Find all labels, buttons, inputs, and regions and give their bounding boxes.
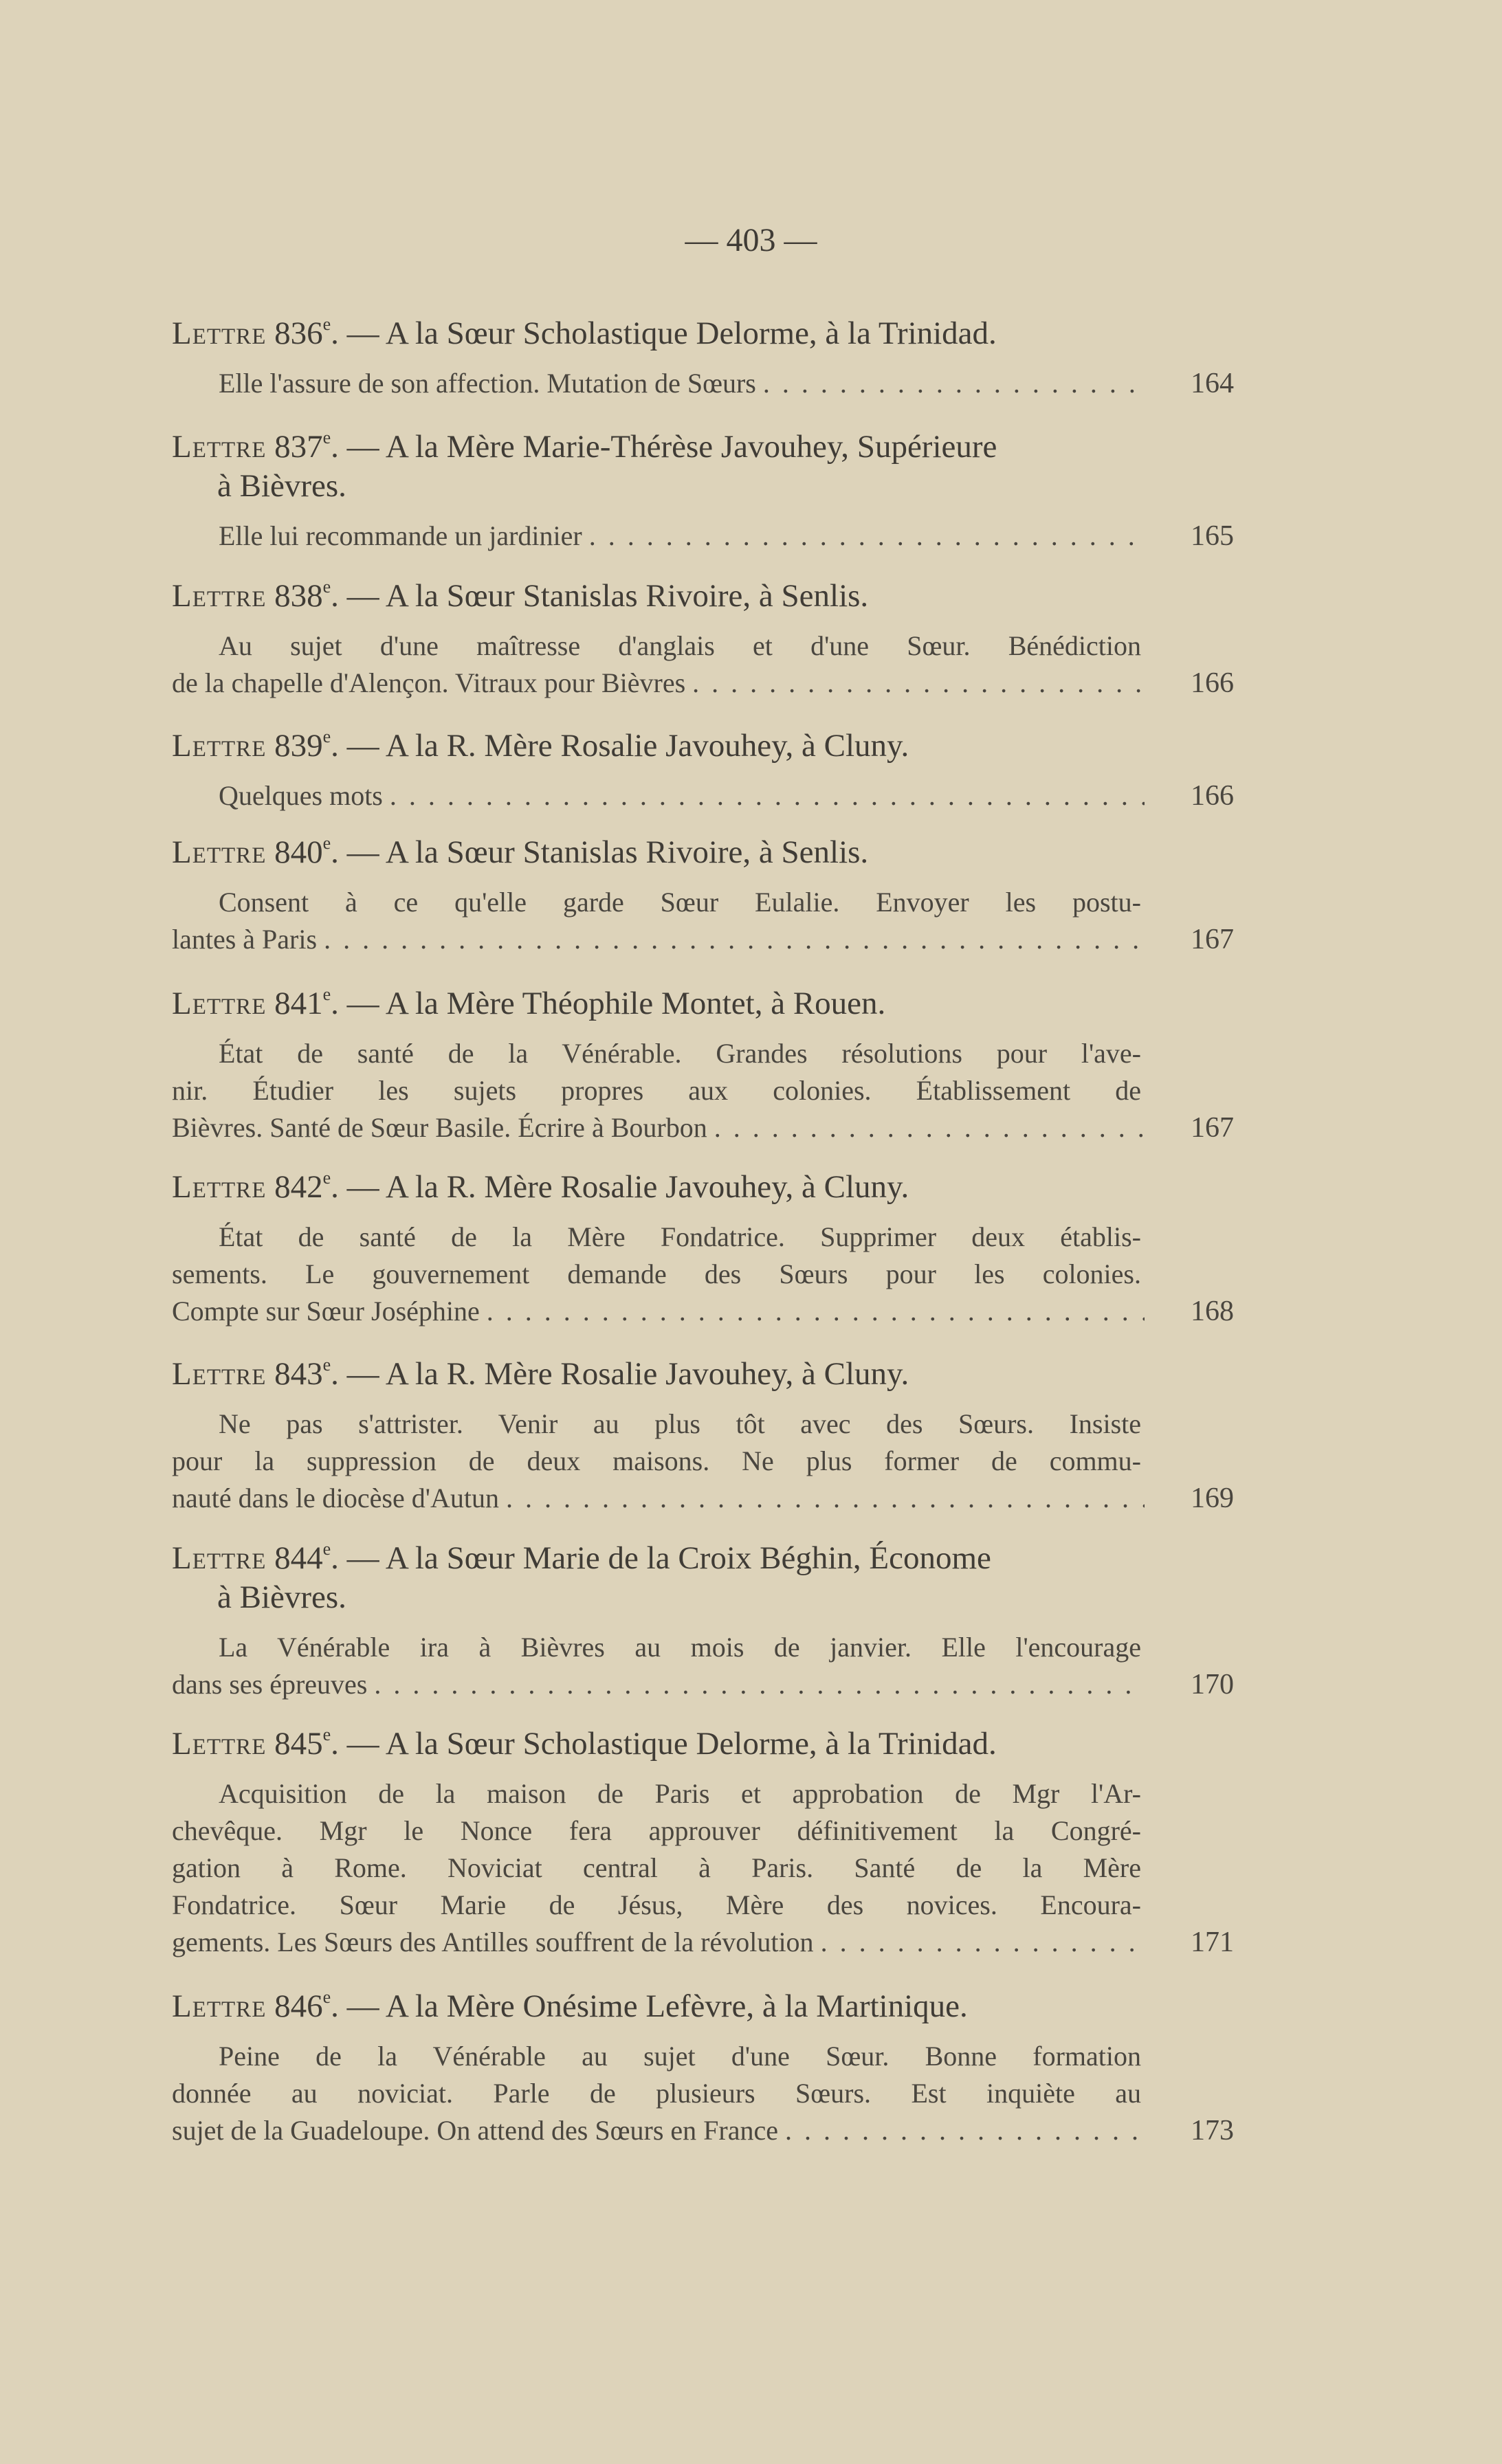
summary-line: Consent à ce qu'elle garde Sœur Eulalie. Envoyer les postu- xyxy=(219,887,1141,918)
summary-line: Fondatrice. Sœur Marie de Jésus, Mère des novices. Encoura- xyxy=(172,1889,1141,1920)
letter-summary xyxy=(172,1035,1234,1146)
letter-recipient: . — A la Sœur Scholastique Delorme, à la Trinidad. xyxy=(331,315,997,351)
letter-recipient: . — A la Sœur Marie de la Croix Béghin, Économe xyxy=(331,1540,991,1576)
letter-number: 840 xyxy=(274,834,323,870)
summary-line: chevêque. Mgr le Nonce fera approuver définitivement la Congré- xyxy=(172,1815,1141,1846)
lettre-label: Lettre xyxy=(172,429,267,465)
summary-line: gation à Rome. Noviciat central à Paris. Santé de la Mère xyxy=(172,1852,1141,1883)
letter-entry xyxy=(172,1168,1234,1330)
page-reference: 165 xyxy=(1191,520,1234,552)
ordinal-suffix: e xyxy=(322,984,331,1004)
summary-line-last xyxy=(172,1480,1234,1517)
page-reference: 167 xyxy=(1191,1112,1234,1144)
letter-entry xyxy=(172,577,1234,702)
letter-heading xyxy=(172,726,1234,766)
letter-recipient: . — A la Sœur Scholastique Delorme, à la Trinidad. xyxy=(331,1726,997,1762)
summary-text: de la chapelle d'Alençon. Vitraux pour Bièvres xyxy=(172,667,686,698)
letter-heading xyxy=(172,1168,1234,1207)
letter-recipient: . — A la Mère Marie-Thérèse Javouhey, Supérieure xyxy=(331,429,997,465)
page-reference: 170 xyxy=(1191,1669,1234,1700)
letter-number: 842 xyxy=(274,1169,323,1205)
ordinal-suffix: e xyxy=(322,1355,331,1375)
letter-summary xyxy=(172,1629,1234,1703)
lettre-label: Lettre xyxy=(172,578,267,614)
summary-line-last xyxy=(172,1293,1234,1330)
summary-line: État de santé de la Mère Fondatrice. Supprimer deux établis- xyxy=(219,1221,1141,1252)
letter-number: 838 xyxy=(274,578,323,614)
letter-number: 839 xyxy=(274,728,323,764)
dot-leader xyxy=(785,2112,1145,2149)
summary-line-last xyxy=(172,921,1234,958)
dot-leader xyxy=(763,365,1145,402)
letter-summary xyxy=(172,1219,1234,1330)
letter-recipient: . — A la Mère Onésime Lefèvre, à la Martinique. xyxy=(331,1988,968,2024)
letter-heading xyxy=(172,1539,1234,1578)
ordinal-suffix: e xyxy=(322,577,331,597)
letter-recipient: . — A la Mère Théophile Montet, à Rouen. xyxy=(331,986,886,1021)
page-reference: 166 xyxy=(1191,667,1234,699)
page-reference: 173 xyxy=(1191,2115,1234,2146)
summary-line: donnée au noviciat. Parle de plusieurs Sœurs. Est inquiète au xyxy=(172,2078,1141,2109)
letter-recipient: . — A la Sœur Stanislas Rivoire, à Senlis. xyxy=(331,834,869,870)
letter-number: 837 xyxy=(274,429,323,465)
letter-summary xyxy=(172,1775,1234,1961)
summary-line: La Vénérable ira à Bièvres au mois de janvier. Elle l'encourage xyxy=(219,1632,1141,1663)
summary-text: Elle l'assure de son affection. Mutation de Sœurs xyxy=(219,368,756,399)
letter-entry xyxy=(172,1539,1234,1703)
letter-number: 845 xyxy=(274,1726,323,1762)
ordinal-suffix: e xyxy=(322,1168,331,1188)
letter-recipient-continued: à Bièvres. xyxy=(217,1579,346,1615)
letter-heading xyxy=(172,314,1234,353)
letter-heading xyxy=(172,833,1234,872)
letter-entry xyxy=(172,726,1234,814)
lettre-label: Lettre xyxy=(172,986,267,1021)
letter-summary xyxy=(172,1406,1234,1517)
summary-line: État de santé de la Vénérable. Grandes résolutions pour l'ave- xyxy=(219,1038,1141,1069)
summary-text: lantes à Paris xyxy=(172,924,318,955)
letter-recipient: . — A la R. Mère Rosalie Javouhey, à Cluny. xyxy=(331,1169,909,1205)
page-reference: 164 xyxy=(1191,368,1234,399)
letter-summary xyxy=(172,518,1234,555)
letter-entry xyxy=(172,1987,1234,2149)
summary-line: nir. Étudier les sujets propres aux colonies. Établissement de xyxy=(172,1075,1141,1106)
ordinal-suffix: e xyxy=(322,1724,331,1744)
lettre-label: Lettre xyxy=(172,315,267,351)
summary-text: Bièvres. Santé de Sœur Basile. Écrire à Bourbon xyxy=(172,1112,707,1143)
summary-text: sujet de la Guadeloupe. On attend des Sœurs en France xyxy=(172,2115,778,2146)
dot-leader xyxy=(589,518,1145,555)
summary-line: Peine de la Vénérable au sujet d'une Sœur. Bonne formation xyxy=(219,2041,1141,2072)
letter-number: 844 xyxy=(274,1540,323,1576)
letter-entry xyxy=(172,984,1234,1146)
ordinal-suffix: e xyxy=(322,833,331,853)
dot-leader xyxy=(714,1109,1145,1146)
dot-leader xyxy=(324,921,1145,958)
letter-summary xyxy=(172,628,1234,702)
letter-heading xyxy=(172,1987,1234,2026)
summary-line-last xyxy=(172,1109,1234,1146)
letter-number: 843 xyxy=(274,1356,323,1392)
letter-heading xyxy=(172,984,1234,1023)
summary-line: Acquisition de la maison de Paris et approbation de Mgr l'Ar- xyxy=(219,1778,1141,1809)
summary-line-last xyxy=(172,2112,1234,2149)
letter-entry xyxy=(172,428,1234,555)
summary-line: Au sujet d'une maîtresse d'anglais et d'une Sœur. Bénédiction xyxy=(219,630,1141,661)
dot-leader xyxy=(692,665,1145,702)
letter-summary xyxy=(172,365,1234,402)
lettre-label: Lettre xyxy=(172,1169,267,1205)
summary-line: Ne pas s'attrister. Venir au plus tôt avec des Sœurs. Insiste xyxy=(219,1408,1141,1439)
letter-recipient: . — A la R. Mère Rosalie Javouhey, à Cluny. xyxy=(331,1356,909,1392)
letter-entry xyxy=(172,1724,1234,1961)
summary-line-last xyxy=(172,518,1234,555)
letter-heading xyxy=(172,1355,1234,1394)
page-reference: 166 xyxy=(1191,780,1234,812)
ordinal-suffix: e xyxy=(322,1539,331,1559)
page-reference: 171 xyxy=(1191,1927,1234,1958)
page-number: — 403 — xyxy=(685,222,817,258)
letter-recipient-continued: à Bièvres. xyxy=(217,468,346,504)
letter-summary xyxy=(172,777,1234,814)
dot-leader xyxy=(821,1924,1145,1961)
ordinal-suffix: e xyxy=(322,314,331,334)
summary-line-last xyxy=(172,1666,1234,1703)
summary-line-last xyxy=(172,365,1234,402)
lettre-label: Lettre xyxy=(172,1988,267,2024)
summary-line-last xyxy=(172,1924,1234,1961)
letter-heading xyxy=(172,1724,1234,1764)
summary-text: gements. Les Sœurs des Antilles souffrent de la révolution xyxy=(172,1927,814,1957)
letter-recipient: . — A la R. Mère Rosalie Javouhey, à Cluny. xyxy=(331,728,909,764)
dot-leader xyxy=(487,1293,1145,1330)
summary-line-last xyxy=(172,665,1234,702)
page-reference: 169 xyxy=(1191,1483,1234,1514)
lettre-label: Lettre xyxy=(172,1726,267,1762)
lettre-label: Lettre xyxy=(172,1540,267,1576)
summary-text: Quelques mots xyxy=(219,780,383,811)
letter-number: 846 xyxy=(274,1988,323,2024)
ordinal-suffix: e xyxy=(322,1987,331,2007)
letter-number: 841 xyxy=(274,986,323,1021)
lettre-label: Lettre xyxy=(172,1356,267,1392)
lettre-label: Lettre xyxy=(172,834,267,870)
summary-text: dans ses épreuves xyxy=(172,1669,368,1700)
summary-line-last xyxy=(172,777,1234,814)
summary-text: nauté dans le diocèse d'Autun xyxy=(172,1483,499,1513)
lettre-label: Lettre xyxy=(172,728,267,764)
letter-entry xyxy=(172,1355,1234,1517)
page-reference: 168 xyxy=(1191,1296,1234,1327)
page-reference: 167 xyxy=(1191,924,1234,955)
letter-summary xyxy=(172,2038,1234,2149)
letter-recipient: . — A la Sœur Stanislas Rivoire, à Senlis. xyxy=(331,578,869,614)
letter-entry xyxy=(172,833,1234,958)
letter-heading xyxy=(172,428,1234,467)
summary-text: Elle lui recommande un jardinier xyxy=(219,520,582,551)
letter-summary xyxy=(172,884,1234,958)
ordinal-suffix: e xyxy=(322,726,331,746)
letter-number: 836 xyxy=(274,315,323,351)
summary-text: Compte sur Sœur Joséphine xyxy=(172,1296,480,1327)
dot-leader xyxy=(506,1480,1145,1517)
ordinal-suffix: e xyxy=(322,428,331,447)
summary-line: sements. Le gouvernement demande des Sœurs pour les colonies. xyxy=(172,1258,1141,1289)
summary-line: pour la suppression de deux maisons. Ne plus former de commu- xyxy=(172,1445,1141,1476)
dot-leader xyxy=(374,1666,1145,1703)
letter-heading xyxy=(172,577,1234,616)
letter-entry xyxy=(172,314,1234,402)
dot-leader xyxy=(390,777,1145,814)
